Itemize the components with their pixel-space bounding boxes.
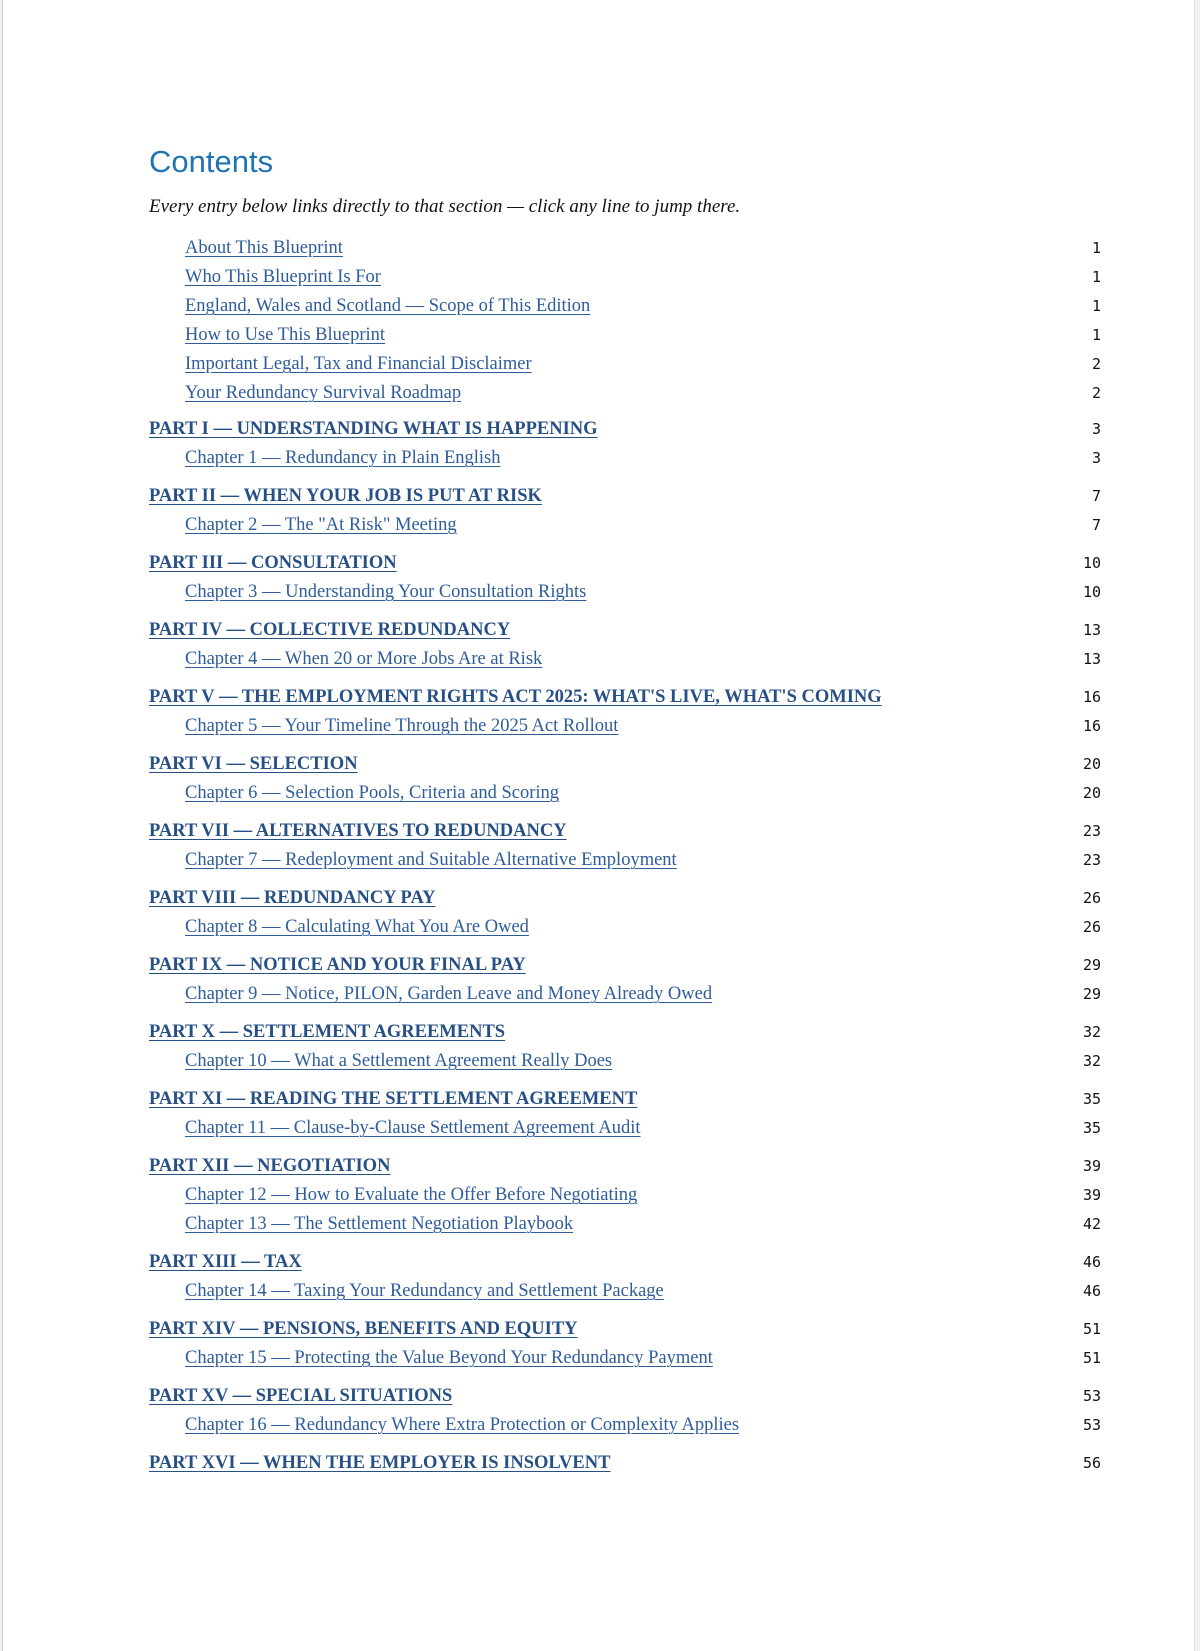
toc-section-link[interactable]: Chapter 9 — Notice, PILON, Garden Leave and Money Already Owed (185, 984, 713, 1004)
toc-page-number: 20 (1082, 784, 1101, 802)
toc-section-link[interactable]: Chapter 14 — Taxing Your Redundancy and Settlement Package (185, 1281, 664, 1301)
table-of-contents (149, 140, 1101, 1478)
toc-part-entry (149, 750, 1101, 779)
toc-part-entry (149, 1449, 1101, 1478)
toc-section-entry (149, 913, 1101, 942)
toc-section-link[interactable]: Your Redundancy Survival Roadmap (185, 383, 462, 403)
toc-part-entry (149, 1085, 1101, 1114)
toc-page-number: 23 (1082, 851, 1101, 869)
toc-part-link[interactable]: PART III — CONSULTATION (149, 553, 397, 573)
toc-page-number: 10 (1082, 554, 1101, 572)
toc-part-link[interactable]: PART VII — ALTERNATIVES TO REDUNDANCY (149, 821, 567, 841)
toc-page-number: 7 (1091, 487, 1101, 505)
toc-part-link[interactable]: PART XIV — PENSIONS, BENEFITS AND EQUITY (149, 1319, 578, 1339)
toc-page-number: 23 (1082, 822, 1101, 840)
toc-part-link[interactable]: PART VIII — REDUNDANCY PAY (149, 888, 436, 908)
toc-part-link[interactable]: PART V — THE EMPLOYMENT RIGHTS ACT 2025: WHAT'S LIVE, WHAT'S COMING (149, 687, 882, 707)
toc-part-entry (149, 1018, 1101, 1047)
toc-section-entry (149, 1047, 1101, 1076)
toc-section-link[interactable]: Chapter 11 — Clause-by-Clause Settlement Agreement Audit (185, 1118, 641, 1138)
toc-section-link[interactable]: Chapter 12 — How to Evaluate the Offer Before Negotiating (185, 1185, 638, 1205)
toc-part-link[interactable]: PART IX — NOTICE AND YOUR FINAL PAY (149, 955, 526, 975)
toc-section-entry (149, 645, 1101, 674)
toc-page-number: 26 (1082, 889, 1101, 907)
toc-section-link[interactable]: Who This Blueprint Is For (185, 267, 381, 287)
toc-part-link[interactable]: PART XVI — WHEN THE EMPLOYER IS INSOLVENT (149, 1453, 611, 1473)
toc-list (149, 234, 1101, 1478)
toc-section-link[interactable]: Chapter 4 — When 20 or More Jobs Are at Risk (185, 649, 543, 669)
toc-section-link[interactable]: Chapter 15 — Protecting the Value Beyond Your Redundancy Payment (185, 1348, 713, 1368)
toc-section-link[interactable]: Chapter 1 — Redundancy in Plain English (185, 448, 501, 468)
toc-part-entry (149, 482, 1101, 511)
toc-section-entry (149, 980, 1101, 1009)
toc-page-number: 42 (1082, 1215, 1101, 1233)
toc-part-entry (149, 616, 1101, 645)
toc-section-link[interactable]: Chapter 8 — Calculating What You Are Owed (185, 917, 529, 937)
toc-section-entry (149, 444, 1101, 473)
toc-page-number: 13 (1082, 650, 1101, 668)
toc-page-number: 56 (1082, 1454, 1101, 1472)
toc-part-entry (149, 415, 1101, 444)
toc-page-number: 13 (1082, 621, 1101, 639)
toc-page-number: 10 (1082, 583, 1101, 601)
toc-section-entry (149, 1210, 1101, 1239)
toc-page-number: 46 (1082, 1282, 1101, 1300)
toc-section-entry (149, 292, 1101, 321)
toc-section-entry (149, 846, 1101, 875)
toc-page-number: 53 (1082, 1387, 1101, 1405)
toc-page-number: 1 (1091, 297, 1101, 315)
toc-section-entry (149, 379, 1101, 408)
toc-part-entry (149, 951, 1101, 980)
toc-page-number: 1 (1091, 239, 1101, 257)
toc-part-entry (149, 817, 1101, 846)
toc-part-entry (149, 549, 1101, 578)
toc-title: Contents (149, 144, 274, 179)
toc-page-number: 1 (1091, 268, 1101, 286)
toc-page-number: 2 (1091, 355, 1101, 373)
toc-part-link[interactable]: PART XI — READING THE SETTLEMENT AGREEMENT (149, 1089, 638, 1109)
toc-section-entry (149, 578, 1101, 607)
toc-page-number: 46 (1082, 1253, 1101, 1271)
toc-page-number: 35 (1082, 1090, 1101, 1108)
document-page (2, 0, 1195, 1651)
toc-page-number: 39 (1082, 1186, 1101, 1204)
toc-section-entry (149, 1411, 1101, 1440)
toc-part-entry (149, 683, 1101, 712)
toc-section-link[interactable]: Chapter 3 — Understanding Your Consultation Rights (185, 582, 587, 602)
toc-section-entry (149, 263, 1101, 292)
toc-section-entry (149, 1181, 1101, 1210)
toc-section-link[interactable]: Chapter 2 — The "At Risk" Meeting (185, 515, 457, 535)
toc-part-link[interactable]: PART XIII — TAX (149, 1252, 302, 1272)
toc-part-entry (149, 1248, 1101, 1277)
toc-section-link[interactable]: Chapter 10 — What a Settlement Agreement Really Does (185, 1051, 613, 1071)
toc-part-link[interactable]: PART II — WHEN YOUR JOB IS PUT AT RISK (149, 486, 542, 506)
toc-section-entry (149, 511, 1101, 540)
toc-part-entry (149, 1315, 1101, 1344)
toc-section-link[interactable]: Chapter 13 — The Settlement Negotiation Playbook (185, 1214, 574, 1234)
toc-section-link[interactable]: How to Use This Blueprint (185, 325, 386, 345)
toc-part-link[interactable]: PART XV — SPECIAL SITUATIONS (149, 1386, 453, 1406)
toc-page-number: 3 (1091, 420, 1101, 438)
toc-section-link[interactable]: Chapter 5 — Your Timeline Through the 2025 Act Rollout (185, 716, 619, 736)
toc-part-entry (149, 1382, 1101, 1411)
toc-page-number: 2 (1091, 384, 1101, 402)
toc-part-entry (149, 1152, 1101, 1181)
toc-intro: Every entry below links directly to that section — click any line to jump there. (149, 196, 741, 217)
toc-section-link[interactable]: About This Blueprint (185, 238, 343, 258)
toc-section-entry (149, 321, 1101, 350)
toc-section-link[interactable]: England, Wales and Scotland — Scope of This Edition (185, 296, 591, 316)
toc-part-link[interactable]: PART X — SETTLEMENT AGREEMENTS (149, 1022, 506, 1042)
toc-section-entry (149, 234, 1101, 263)
toc-part-link[interactable]: PART VI — SELECTION (149, 754, 358, 774)
toc-page-number: 1 (1091, 326, 1101, 344)
toc-page-number: 16 (1082, 717, 1101, 735)
toc-section-entry (149, 350, 1101, 379)
toc-page-number: 51 (1082, 1349, 1101, 1367)
toc-section-entry (149, 1344, 1101, 1373)
toc-page-number: 29 (1082, 985, 1101, 1003)
toc-part-link[interactable]: PART I — UNDERSTANDING WHAT IS HAPPENING (149, 419, 598, 439)
toc-section-link[interactable]: Chapter 16 — Redundancy Where Extra Protection or Complexity Applies (185, 1415, 740, 1435)
toc-page-number: 32 (1082, 1052, 1101, 1070)
toc-page-number: 39 (1082, 1157, 1101, 1175)
toc-section-entry (149, 1114, 1101, 1143)
toc-page-number: 32 (1082, 1023, 1101, 1041)
toc-page-number: 35 (1082, 1119, 1101, 1137)
toc-page-number: 29 (1082, 956, 1101, 974)
toc-page-number: 26 (1082, 918, 1101, 936)
toc-part-link[interactable]: PART XII — NEGOTIATION (149, 1156, 391, 1176)
toc-section-entry (149, 779, 1101, 808)
toc-section-link[interactable]: Important Legal, Tax and Financial Disclaimer (185, 354, 532, 374)
toc-page-number: 3 (1091, 449, 1101, 467)
toc-page-number: 51 (1082, 1320, 1101, 1338)
toc-section-link[interactable]: Chapter 6 — Selection Pools, Criteria and Scoring (185, 783, 560, 803)
toc-part-link[interactable]: PART IV — COLLECTIVE REDUNDANCY (149, 620, 511, 640)
toc-page-number: 7 (1091, 516, 1101, 534)
toc-page-number: 53 (1082, 1416, 1101, 1434)
toc-section-entry (149, 712, 1101, 741)
toc-section-link[interactable]: Chapter 7 — Redeployment and Suitable Alternative Employment (185, 850, 677, 870)
toc-section-entry (149, 1277, 1101, 1306)
toc-page-number: 16 (1082, 688, 1101, 706)
toc-part-entry (149, 884, 1101, 913)
toc-page-number: 20 (1082, 755, 1101, 773)
